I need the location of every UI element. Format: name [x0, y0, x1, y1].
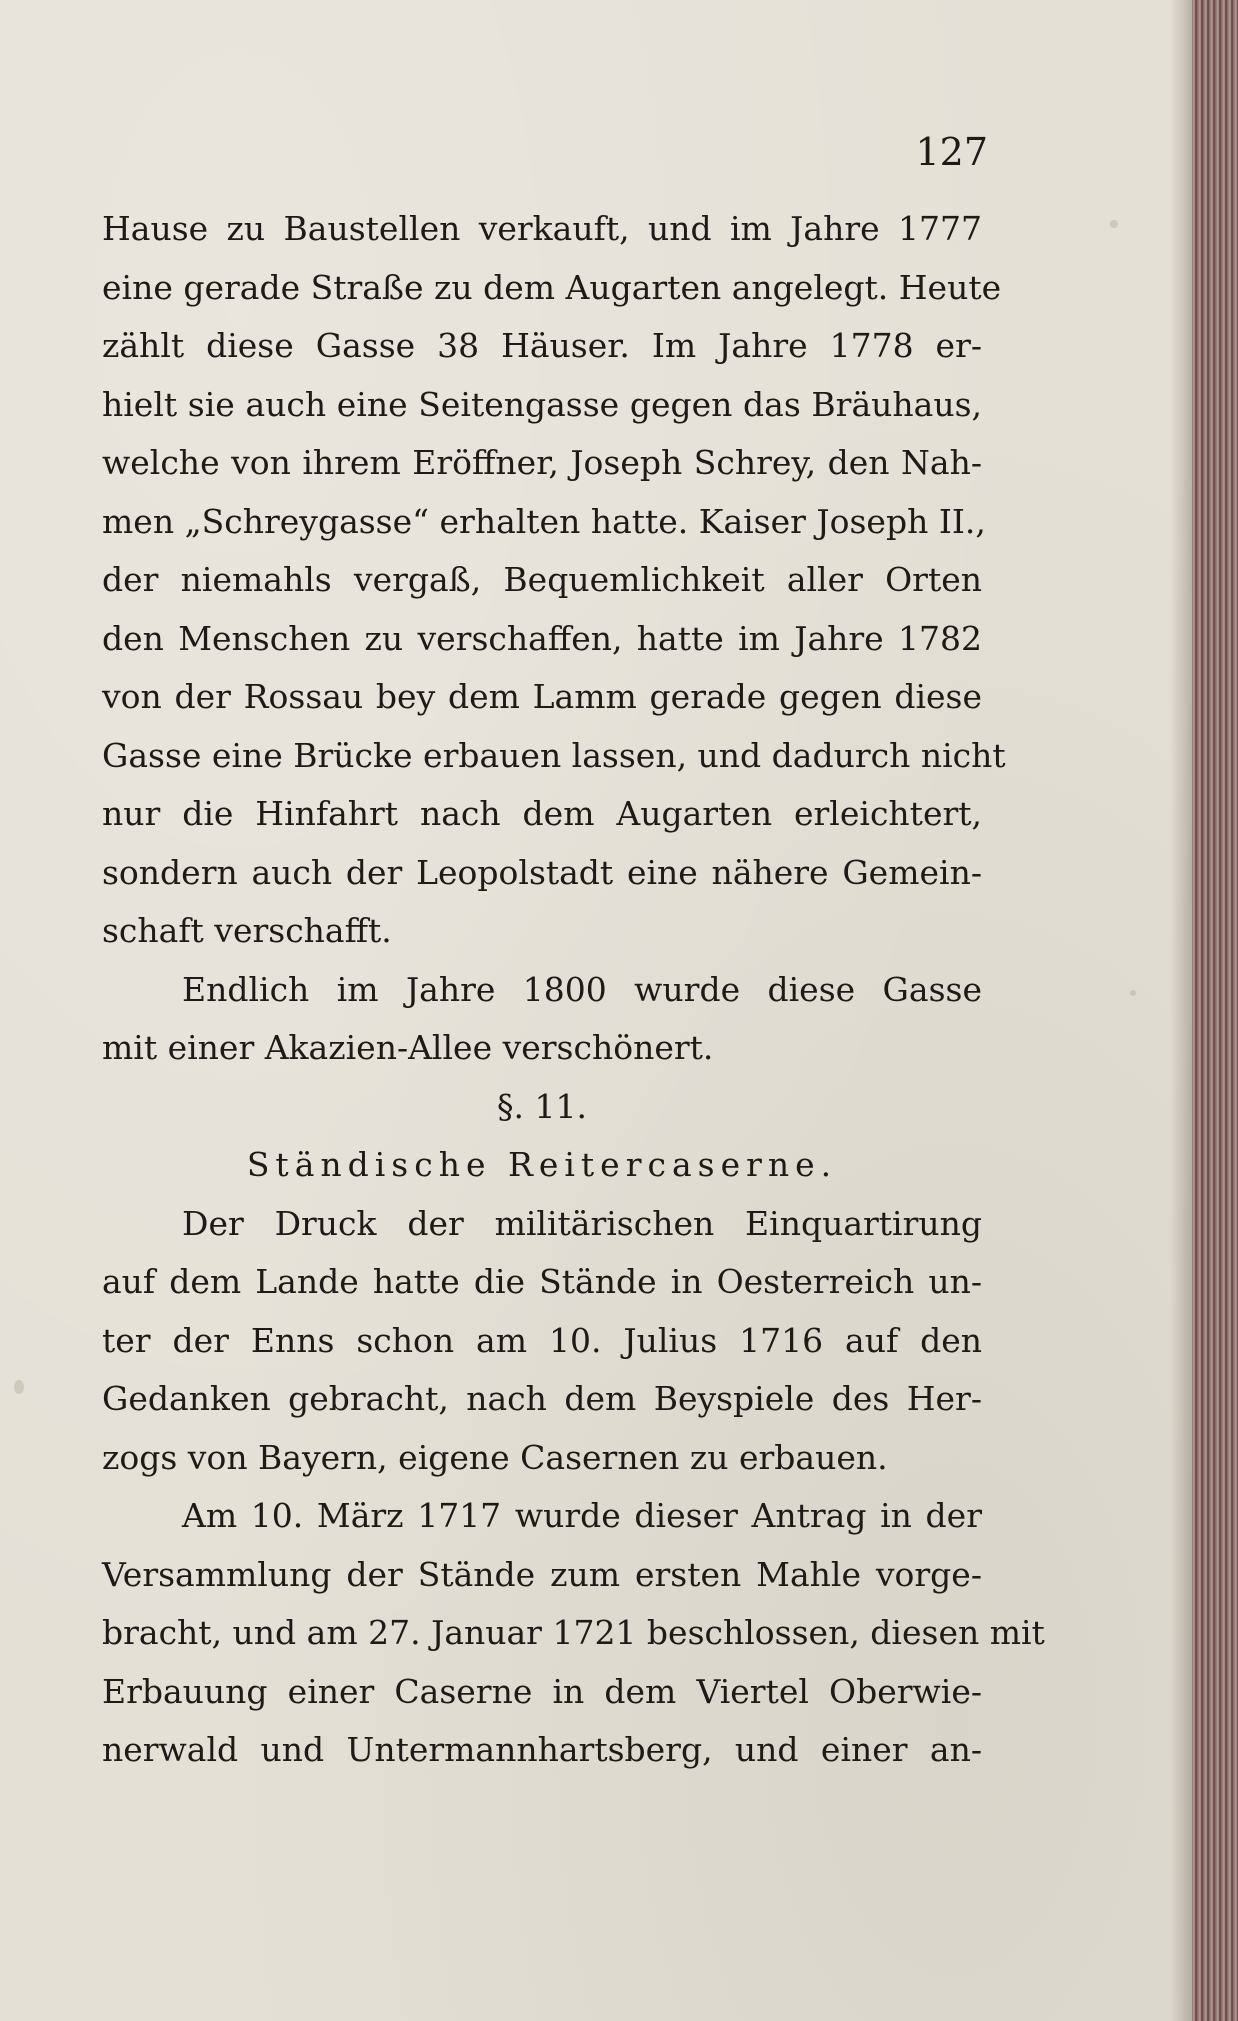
text-line: mit einer Akazien-Allee verschönert. — [102, 1028, 714, 1067]
text-line: von der Rossau bey dem Lamm gerade gegen diese — [102, 677, 982, 716]
page-body — [102, 200, 1045, 1780]
text-line: Endlich im Jahre 1800 wurde diese Gasse — [182, 969, 982, 1009]
text-line: Am 10. März 1717 wurde dieser Antrag in der — [182, 1496, 982, 1535]
text-line: sondern auch der Leopolstadt eine nähere Gemein- — [102, 852, 982, 892]
text-line: auf dem Lande hatte die Stände in Oesterreich un- — [102, 1262, 982, 1301]
section-number: §. 11. — [497, 1086, 587, 1126]
text-line: eine gerade Straße zu dem Augarten angelegt. Heute — [102, 267, 1002, 307]
paper-stain — [14, 1380, 24, 1394]
text-line: den Menschen zu verschaffen, hatte im Jahre 1782 — [102, 618, 982, 658]
page-shadow — [1170, 0, 1192, 2021]
text-line: zählt diese Gasse 38 Häuser. Im Jahre 1778 er- — [102, 326, 982, 365]
text-line: hielt sie auch eine Seitengasse gegen das Bräuhaus, — [102, 384, 982, 424]
text-line: men „Schreygasse“ erhalten hatte. Kaiser Joseph II., — [102, 501, 986, 541]
text-line: Versammlung der Stände zum ersten Mahle vorge- — [102, 1554, 982, 1594]
text-line: der niemahls vergaß, Bequemlichkeit aller Orten — [102, 560, 982, 599]
text-line: ter der Enns schon am 10. Julius 1716 auf den — [102, 1320, 982, 1360]
text-line: Der Druck der militärischen Einquartirung — [182, 1203, 982, 1243]
text-line: Erbauung einer Caserne in dem Viertel Oberwie- — [102, 1671, 982, 1711]
text-line: Gasse eine Brücke erbauen lassen, und dadurch nicht — [102, 735, 1006, 775]
text-line: schaft verschafft. — [102, 911, 392, 950]
text-line: zogs von Bayern, eigene Casernen zu erbauen. — [102, 1437, 888, 1477]
text-line: welche von ihrem Eröffner, Joseph Schrey, den Nah- — [102, 443, 982, 482]
paper-stain — [1130, 990, 1136, 996]
paper-stain — [1110, 220, 1118, 228]
page-edges — [1192, 0, 1238, 2021]
text-line: Gedanken gebracht, nach dem Beyspiele des Her- — [102, 1379, 982, 1418]
text-line: Hause zu Baustellen verkauft, und im Jahre 1777 — [102, 209, 982, 248]
text-line: nur die Hinfahrt nach dem Augarten erleichtert, — [102, 794, 982, 833]
section-title: Ständische Reitercaserne. — [246, 1145, 838, 1184]
text-line: bracht, und am 27. Januar 1721 beschlossen, diesen mit — [102, 1613, 1045, 1652]
text-line: nerwald und Untermannhartsberg, und einer an- — [102, 1730, 982, 1769]
page-number: 127 — [915, 130, 988, 174]
